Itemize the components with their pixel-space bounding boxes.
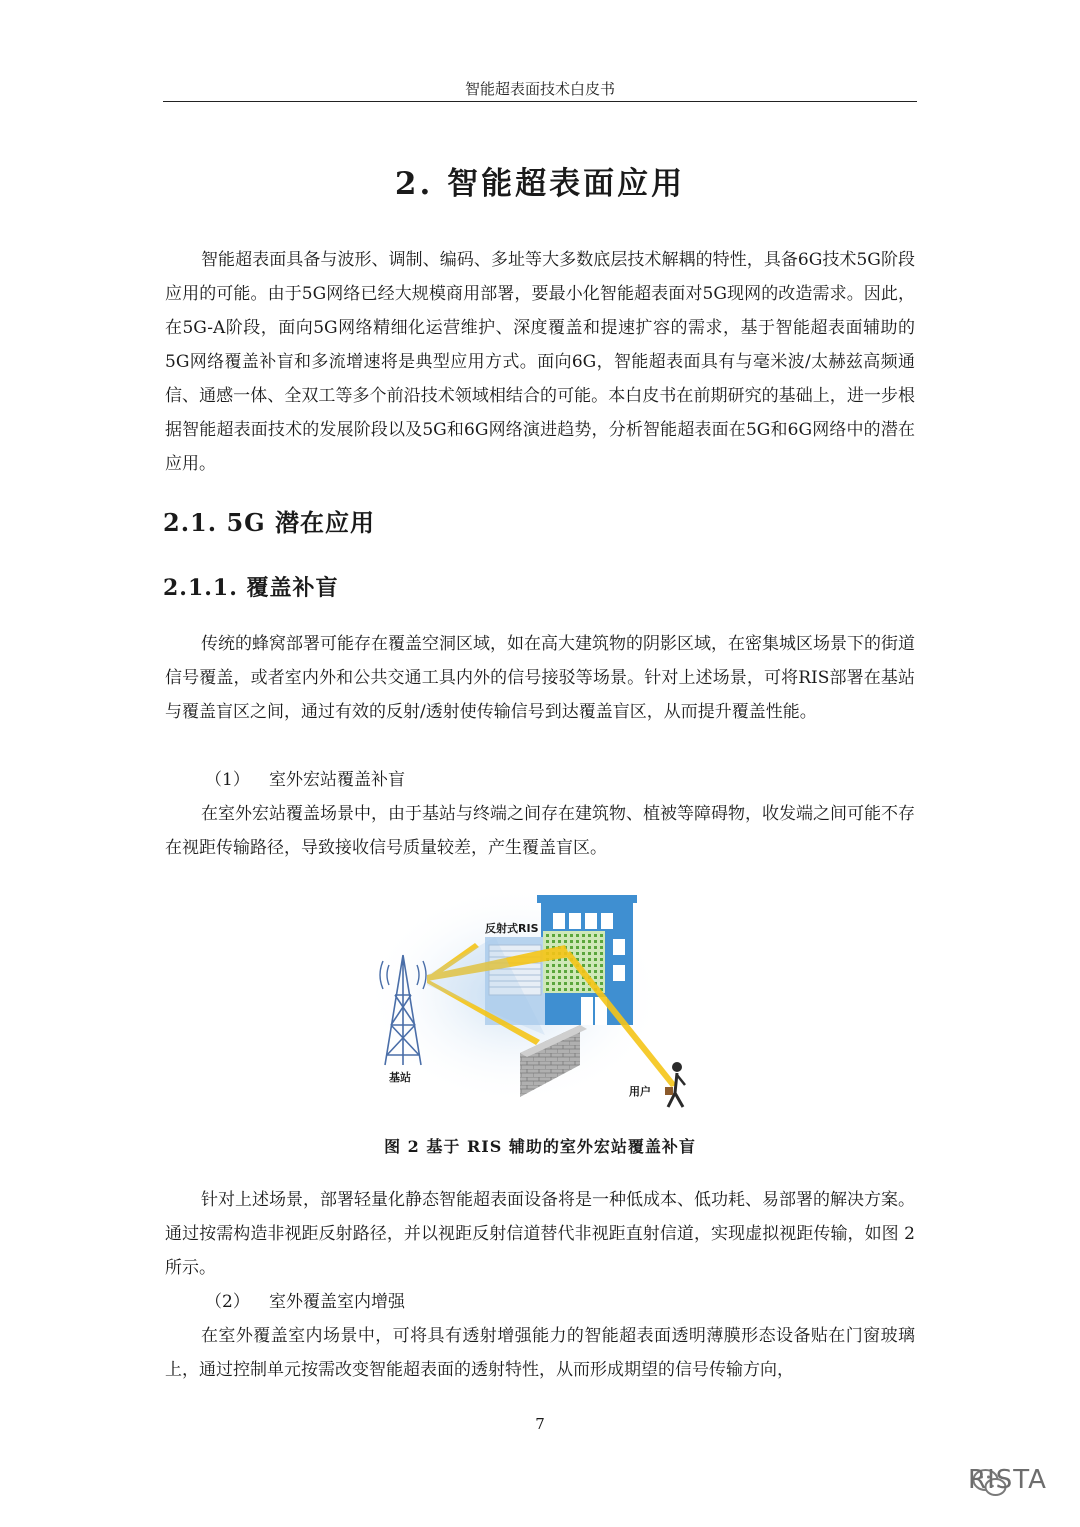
label-reflective-ris: 反射式RIS	[485, 922, 539, 935]
coverage-paragraph-2: 在室外宏站覆盖场景中，由于基站与终端之间存在建筑物、植被等障碍物，收发端之间可能不存在视距传输路径，导致接收信号质量较差，产生覆盖盲区。	[165, 804, 915, 858]
header-rule	[163, 101, 917, 102]
figure-ris-outdoor-coverage	[365, 885, 715, 1125]
coverage-paragraph-3: 针对上述场景，部署轻量化静态智能超表面设备将是一种低成本、低功耗、易部署的解决方案。通过按需构造非视距反射路径，并以视距反射信道替代非视距直射信道，实现虚拟视距传输，如图 2 所示。	[165, 1190, 915, 1278]
list-item-1-title: 室外宏站覆盖补盲	[269, 770, 405, 790]
list-item-2-number: （2）	[205, 1292, 250, 1312]
figure-caption: 图 2 基于 RIS 辅助的室外宏站覆盖补盲	[384, 1137, 696, 1156]
list-item-2	[205, 1285, 405, 1319]
coverage-paragraph-1: 传统的蜂窝部署可能存在覆盖空洞区域，如在高大建筑物的阴影区域，在密集城区场景下的街道信号覆盖，或者室内外和公共交通工具内外的信号接驳等场景。针对上述场景，可将RIS部署在基站与覆盖盲区之间，通过有效的反射/透射使传输信号到达覆盖盲区，从而提升覆盖性能。	[165, 634, 915, 722]
label-user: 用户	[629, 1085, 651, 1098]
list-item-1	[205, 763, 405, 797]
label-base-station: 基站	[389, 1071, 411, 1084]
section-heading-2-1: 2.1. 5G 潜在应用	[163, 508, 376, 537]
page-number: 7	[535, 1415, 545, 1433]
user-figure	[665, 1062, 685, 1107]
section-heading-2-1-1: 2.1.1. 覆盖补盲	[163, 575, 339, 601]
list-item-1-number: （1）	[205, 770, 250, 790]
list-item-2-title: 室外覆盖室内增强	[269, 1292, 405, 1312]
coverage-paragraph-4: 在室外覆盖室内场景中，可将具有透射增强能力的智能超表面透明薄膜形态设备贴在门窗玻璃上，通过控制单元按需改变智能超表面的透射特性，从而形成期望的信号传输方向，	[165, 1326, 915, 1380]
chapter-title: 2. 智能超表面应用	[394, 166, 686, 202]
running-header: 智能超表面技术白皮书	[464, 80, 615, 98]
watermark-text: RISTA	[968, 1465, 1047, 1495]
intro-paragraph: 智能超表面具备与波形、调制、编码、多址等大多数底层技术解耦的特性，具备6G技术5G阶段应用的可能。由于5G网络已经大规模商用部署，要最小化智能超表面对5G现网的改造需求。因此，在5G-A阶段，面向5G网络精细化运营维护、深度覆盖和提速扩容的需求，基于智能超表面辅助的5G网络覆盖补盲和多流增速将是典型应用方式。面向6G，智能超表面具有与毫米波/太赫兹高频通信、通感一体、全双工等多个前沿技术领域相结合的可能。本白皮书在前期研究的基础上，进一步根据智能超表面技术的发展阶段以及5G和6G网络演进趋势，分析智能超表面在5G和6G网络中的潜在应用。	[165, 250, 915, 474]
